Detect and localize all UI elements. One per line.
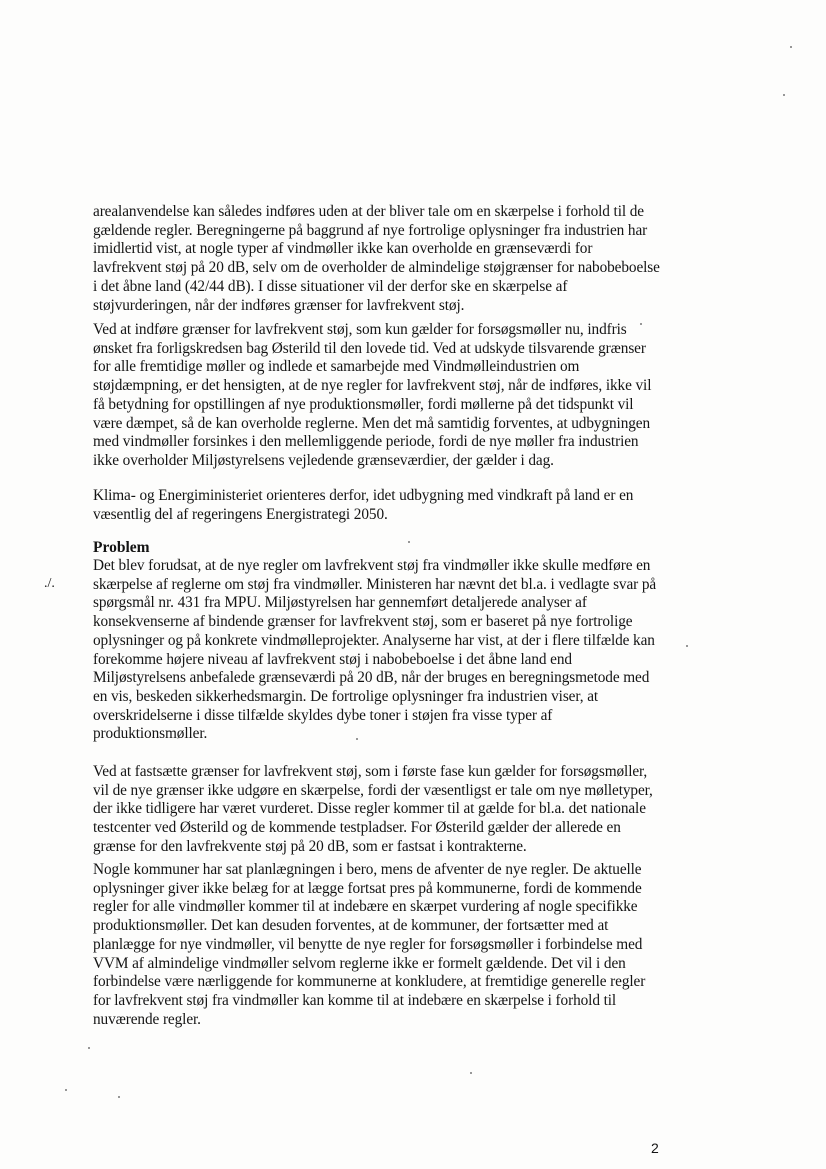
scan-speck [356, 738, 358, 740]
margin-annotation: ./. [44, 576, 55, 591]
text-line: Ved at indføre grænser for lavfrekvent støj, som kun gælder for forsøgsmøller nu, indfris [93, 321, 627, 338]
text-line: gældende regler. Beregningerne på baggrund af nye fortrolige oplysninger fra industrien har [93, 221, 648, 239]
text-line: Klima- og Energiministeriet orienteres derfor, idet udbygning med vindkraft på land er en [93, 487, 634, 504]
text-line: være dæmpet, så de kan overholde reglerne. Men det må samtidig forventes, at udbygningen [93, 414, 651, 432]
text-line: forekomme højere niveau af lavfrekvent støj i nabobeboelse i det åbne land end [93, 650, 572, 668]
text-line: imidlertid vist, at nogle typer af vindmøller ikke kan overholde en grænseværdi for [93, 240, 593, 258]
text-line: overskridelserne i disse tilfælde skyldes dybe toner i støjen fra visse typer af [93, 706, 553, 724]
scan-speck [686, 645, 688, 647]
text-line: ønsket fra forligskredsen bag Østerild til den lovede tid. Ved at udskyde tilsvarende grænser [93, 339, 646, 357]
text-line: nuværende regler. [93, 1010, 201, 1028]
text-line: planlægge for nye vindmøller, vil benytte de nye regler for forsøgsmøller i forbindelse med [93, 935, 643, 953]
text-line: testcenter ved Østerild og de kommende testpladser. For Østerild gælder der allerede en [93, 819, 621, 837]
text-line: konsekvenserne af bindende grænser for lavfrekvent støj, som er baseret på nye fortrolige [93, 613, 633, 631]
text-line: regler for alle vindmøller kommer til at indebære en skærpet vurdering af nogle specifikke [93, 898, 638, 916]
text-line: VVM af almindelige vindmøller selvom reglerne ikke er formelt gældende. Det vil i den [93, 954, 626, 972]
text-line: vil de nye grænser ikke udgøre en skærpelse, fordi der væsentligst er tale om nye mølletyper, [93, 781, 653, 799]
text-line: Miljøstyrelsens anbefalede grænseværdi på 20 dB, når der bruges en beregningsmetode med [93, 669, 650, 687]
scan-speck [783, 94, 785, 96]
text-line: Nogle kommuner har sat planlægningen i bero, mens de afventer de nye regler. De aktuelle [93, 861, 642, 878]
text-line: oplysninger giver ikke belæg for at lægge fortsat pres på kommunerne, fordi de kommende [93, 879, 642, 897]
scan-speck [640, 323, 642, 325]
scan-speck [790, 46, 792, 48]
scan-speck [408, 541, 410, 543]
text-line: få betydning for opstillingen af nye produktionsmøller, fordi møllerne på det tidspunkt vil [93, 395, 634, 413]
text-line: produktionsmøller. Det kan desuden forventes, at de kommuner, der fortsætter med at [93, 917, 609, 935]
text-line: arealanvendelse kan således indføres uden at der bliver tale om en skærpelse i forhold til de [93, 203, 644, 220]
text-line: Ved at fastsætte grænser for lavfrekvent støj, som i første fase kun gælder for forsøgsmøller, [93, 763, 648, 780]
text-line: grænse for den lavfrekvente støj på 20 dB, som er fastsat i kontrakterne. [93, 837, 527, 855]
scan-speck [470, 1072, 472, 1074]
scan-speck [65, 1089, 67, 1091]
section-heading-problem: Problem [93, 539, 150, 556]
text-line: støjdæmpning, er det hensigten, at de nye regler for lavfrekvent støj, når de indføres, ikke vil [93, 377, 652, 395]
text-line: for alle fremtidige møller og indlede et samarbejde med Vindmølleindustrien om [93, 358, 580, 376]
text-line: spørgsmål nr. 431 fra MPU. Miljøstyrelsen har gennemført detaljerede analyser af [93, 594, 587, 612]
text-line: oplysninger og på konkrete vindmølleprojekter. Analyserne har vist, at der i flere tilfælde kan [93, 631, 655, 649]
text-line: for lavfrekvent støj fra vindmøller kan komme til at indebære en skærpelse i forhold til [93, 991, 617, 1009]
page-number: 2 [651, 1140, 659, 1156]
text-line: ikke overholder Miljøstyrelsens vejledende grænseværdier, der gælder i dag. [93, 451, 554, 469]
text-line: lavfrekvent støj på 20 dB, selv om de overholder de almindelige støjgrænser for nabobeboelse [93, 259, 660, 277]
text-line: produktionsmøller. [93, 725, 208, 743]
scan-speck [88, 1047, 90, 1049]
text-line: Det blev forudsat, at de nye regler om lavfrekvent støj fra vindmøller ikke skulle medføre en [93, 557, 651, 574]
text-line: væsentlig del af regeringens Energistrategi 2050. [93, 505, 388, 523]
text-line: støjvurderingen, når der indføres grænser for lavfrekvent støj. [93, 296, 465, 314]
scan-speck [118, 1096, 120, 1098]
text-line: i det åbne land (42/44 dB). I disse situationer vil der derfor ske en skærpelse af [93, 277, 568, 295]
text-line: skærpelse af reglerne om støj fra vindmøller. Ministeren har nævnt det bl.a. i vedlagte svar på [93, 575, 657, 593]
text-line: forbindelse være nærliggende for kommunerne at konkludere, at fremtidige generelle regler [93, 973, 646, 991]
text-line: med vindmøller forsinkes i den mellemliggende periode, fordi de nye møller fra industrien [93, 433, 639, 451]
text-line: en vis, beskeden sikkerhedsmargin. De fortrolige oplysninger fra industrien viser, at [93, 687, 599, 705]
text-line: der ikke tidligere har været vurderet. Disse regler kommer til at gælde for bl.a. det nationale [93, 800, 646, 818]
